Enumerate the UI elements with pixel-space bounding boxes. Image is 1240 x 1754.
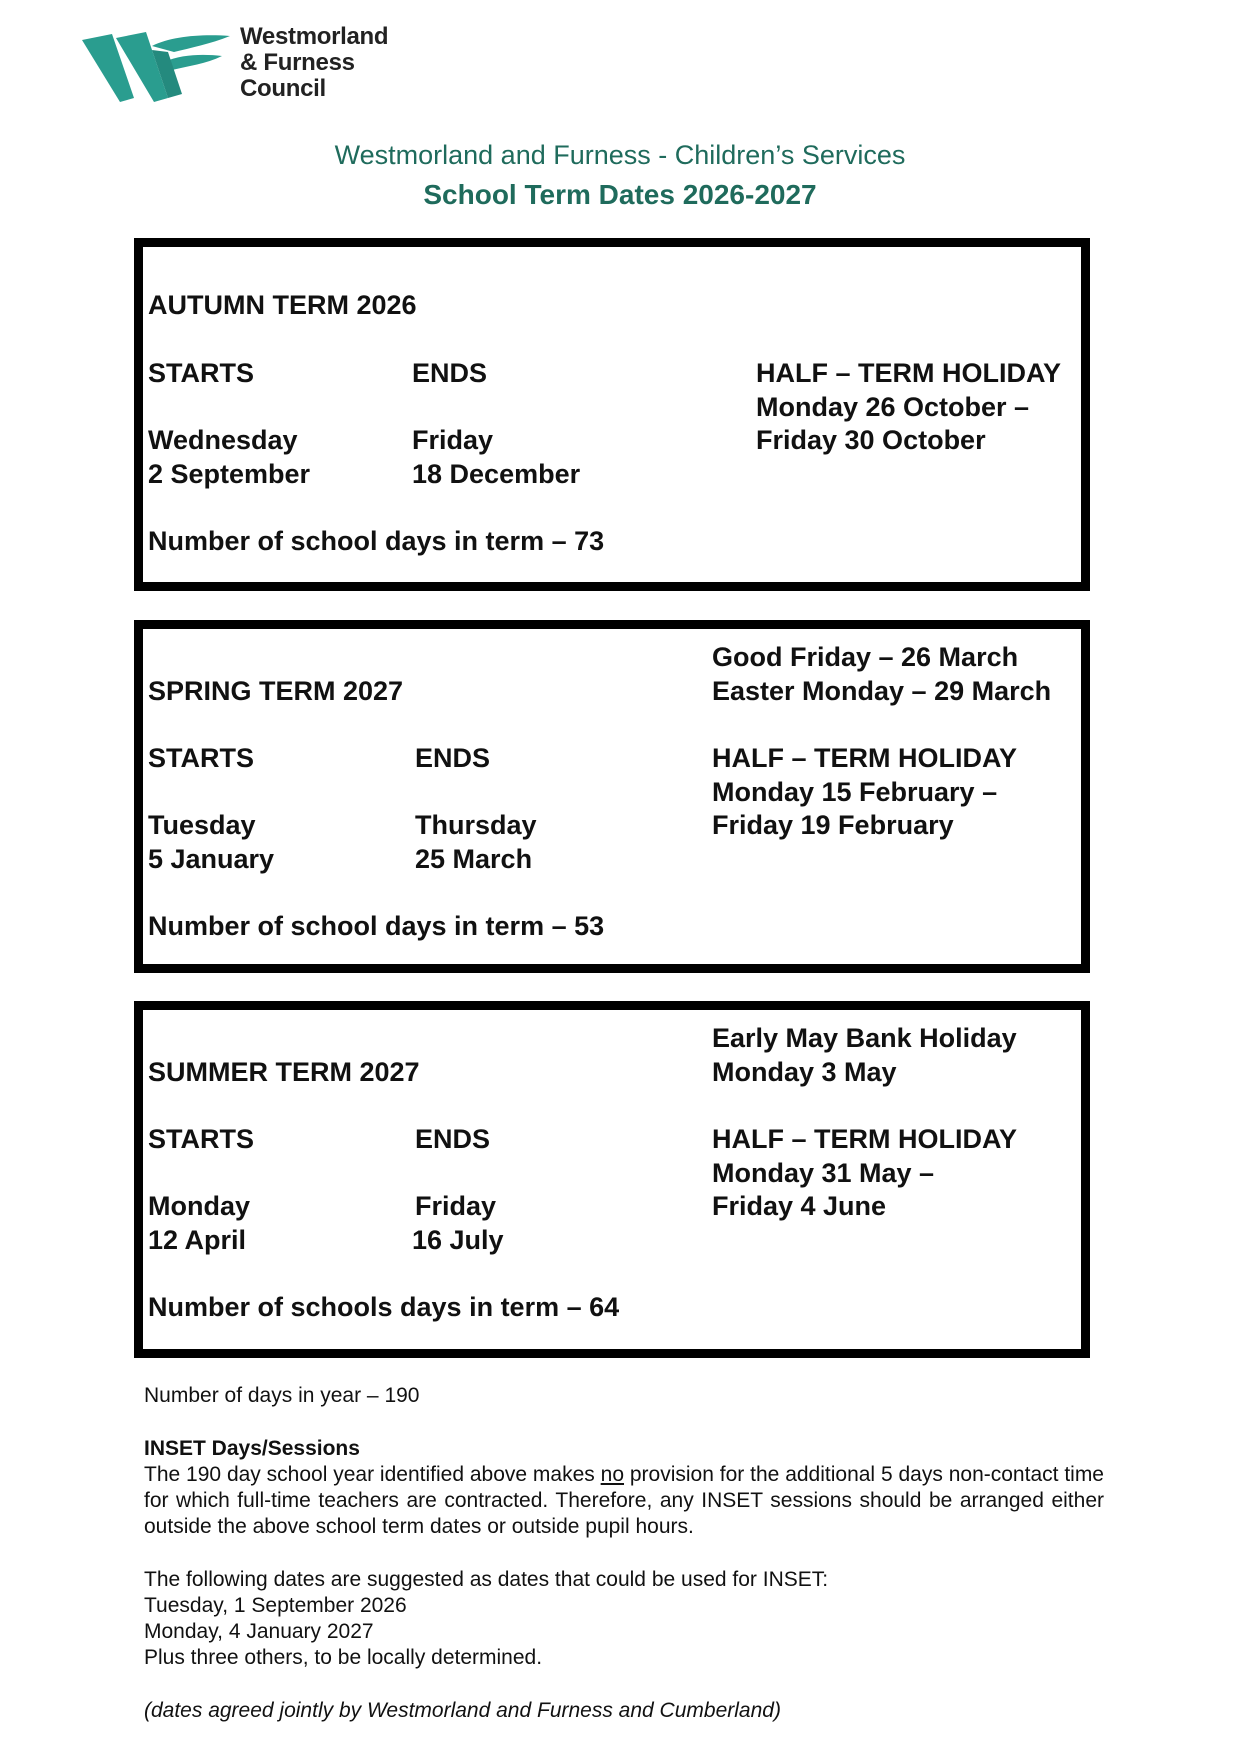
year-days-count: Number of days in year – 190	[144, 1384, 420, 1407]
inset-paragraph-start: The 190 day school year identified above makes	[144, 1463, 601, 1486]
autumn-start-day: Wednesday	[148, 425, 298, 455]
inset-paragraph-emphasis: no	[600, 1463, 625, 1486]
summer-holiday-date: Monday 3 May	[712, 1057, 897, 1087]
spring-end-date: 25 March	[415, 844, 533, 874]
agreement-note: (dates agreed jointly by Westmorland and Furness and Cumberland)	[144, 1699, 781, 1722]
summer-half-term-start: Monday 31 May –	[712, 1158, 935, 1188]
logo-line-3: Council	[240, 75, 326, 102]
spring-holiday-good-friday: Good Friday – 26 March	[712, 642, 1019, 672]
summer-starts-label: STARTS	[148, 1124, 254, 1154]
summer-holiday-label: Early May Bank Holiday	[712, 1023, 1017, 1053]
inset-paragraph	[144, 1462, 1104, 1540]
summer-start-date: 12 April	[148, 1225, 247, 1255]
summer-term-title: SUMMER TERM 2027	[148, 1057, 420, 1087]
summer-half-term-end: Friday 4 June	[712, 1191, 887, 1221]
council-logo	[82, 24, 412, 110]
inset-paragraph-end: provision for the additional 5 days non-contact time for which full-time teachers are contracted. Therefore, any INSET sessions should be arranged either outside the above school term dates or outside pupil hours.	[144, 1463, 1104, 1538]
spring-half-term-label: HALF – TERM HOLIDAY	[712, 743, 1018, 773]
logo-line-2: & Furness	[240, 49, 355, 76]
spring-start-date: 5 January	[148, 844, 275, 874]
suggested-date-2: Monday, 4 January 2027	[144, 1620, 374, 1643]
footer-notes	[144, 1383, 1104, 1724]
logo-wordmark	[240, 24, 388, 102]
summer-ends-label: ENDS	[415, 1124, 491, 1154]
spring-end-day: Thursday	[415, 810, 537, 840]
autumn-end-date: 18 December	[412, 459, 581, 489]
summer-term-box	[134, 1001, 1090, 1358]
spring-term-title: SPRING TERM 2027	[148, 676, 404, 706]
spring-days-count: Number of school days in term – 53	[148, 911, 605, 941]
summer-days-count: Number of schools days in term – 64	[148, 1292, 620, 1322]
suggested-date-3: Plus three others, to be locally determined.	[144, 1646, 543, 1669]
autumn-half-term-start: Monday 26 October –	[756, 392, 1030, 422]
spring-ends-label: ENDS	[415, 743, 491, 773]
page-title: School Term Dates 2026-2027	[423, 179, 817, 210]
autumn-half-term-end: Friday 30 October	[756, 425, 986, 455]
autumn-term-title: AUTUMN TERM 2026	[148, 290, 417, 320]
summer-end-date: 16 July	[412, 1225, 504, 1255]
suggested-date-1: Tuesday, 1 September 2026	[144, 1594, 407, 1617]
autumn-half-term-label: HALF – TERM HOLIDAY	[756, 358, 1062, 388]
autumn-ends-label: ENDS	[412, 358, 488, 388]
suggested-dates-intro: The following dates are suggested as dates that could be used for INSET:	[144, 1568, 829, 1591]
spring-starts-label: STARTS	[148, 743, 254, 773]
autumn-end-day: Friday	[412, 425, 494, 455]
summer-end-day: Friday	[415, 1191, 497, 1221]
autumn-start-date: 2 September	[148, 459, 311, 489]
autumn-days-count: Number of school days in term – 73	[148, 526, 605, 556]
summer-start-day: Monday	[148, 1191, 251, 1221]
spring-half-term-start: Monday 15 February –	[712, 777, 998, 807]
spring-term-box	[134, 620, 1090, 973]
summer-half-term-label: HALF – TERM HOLIDAY	[712, 1124, 1018, 1154]
inset-heading: INSET Days/Sessions	[144, 1437, 360, 1460]
department-heading: Westmorland and Furness - Children’s Services	[334, 140, 906, 170]
spring-holiday-easter-monday: Easter Monday – 29 March	[712, 676, 1052, 706]
autumn-starts-label: STARTS	[148, 358, 254, 388]
logo-line-1: Westmorland	[240, 23, 389, 50]
spring-half-term-end: Friday 19 February	[712, 810, 954, 840]
spring-start-day: Tuesday	[148, 810, 256, 840]
wf-logo-icon	[82, 28, 232, 106]
autumn-term-box	[134, 238, 1090, 591]
